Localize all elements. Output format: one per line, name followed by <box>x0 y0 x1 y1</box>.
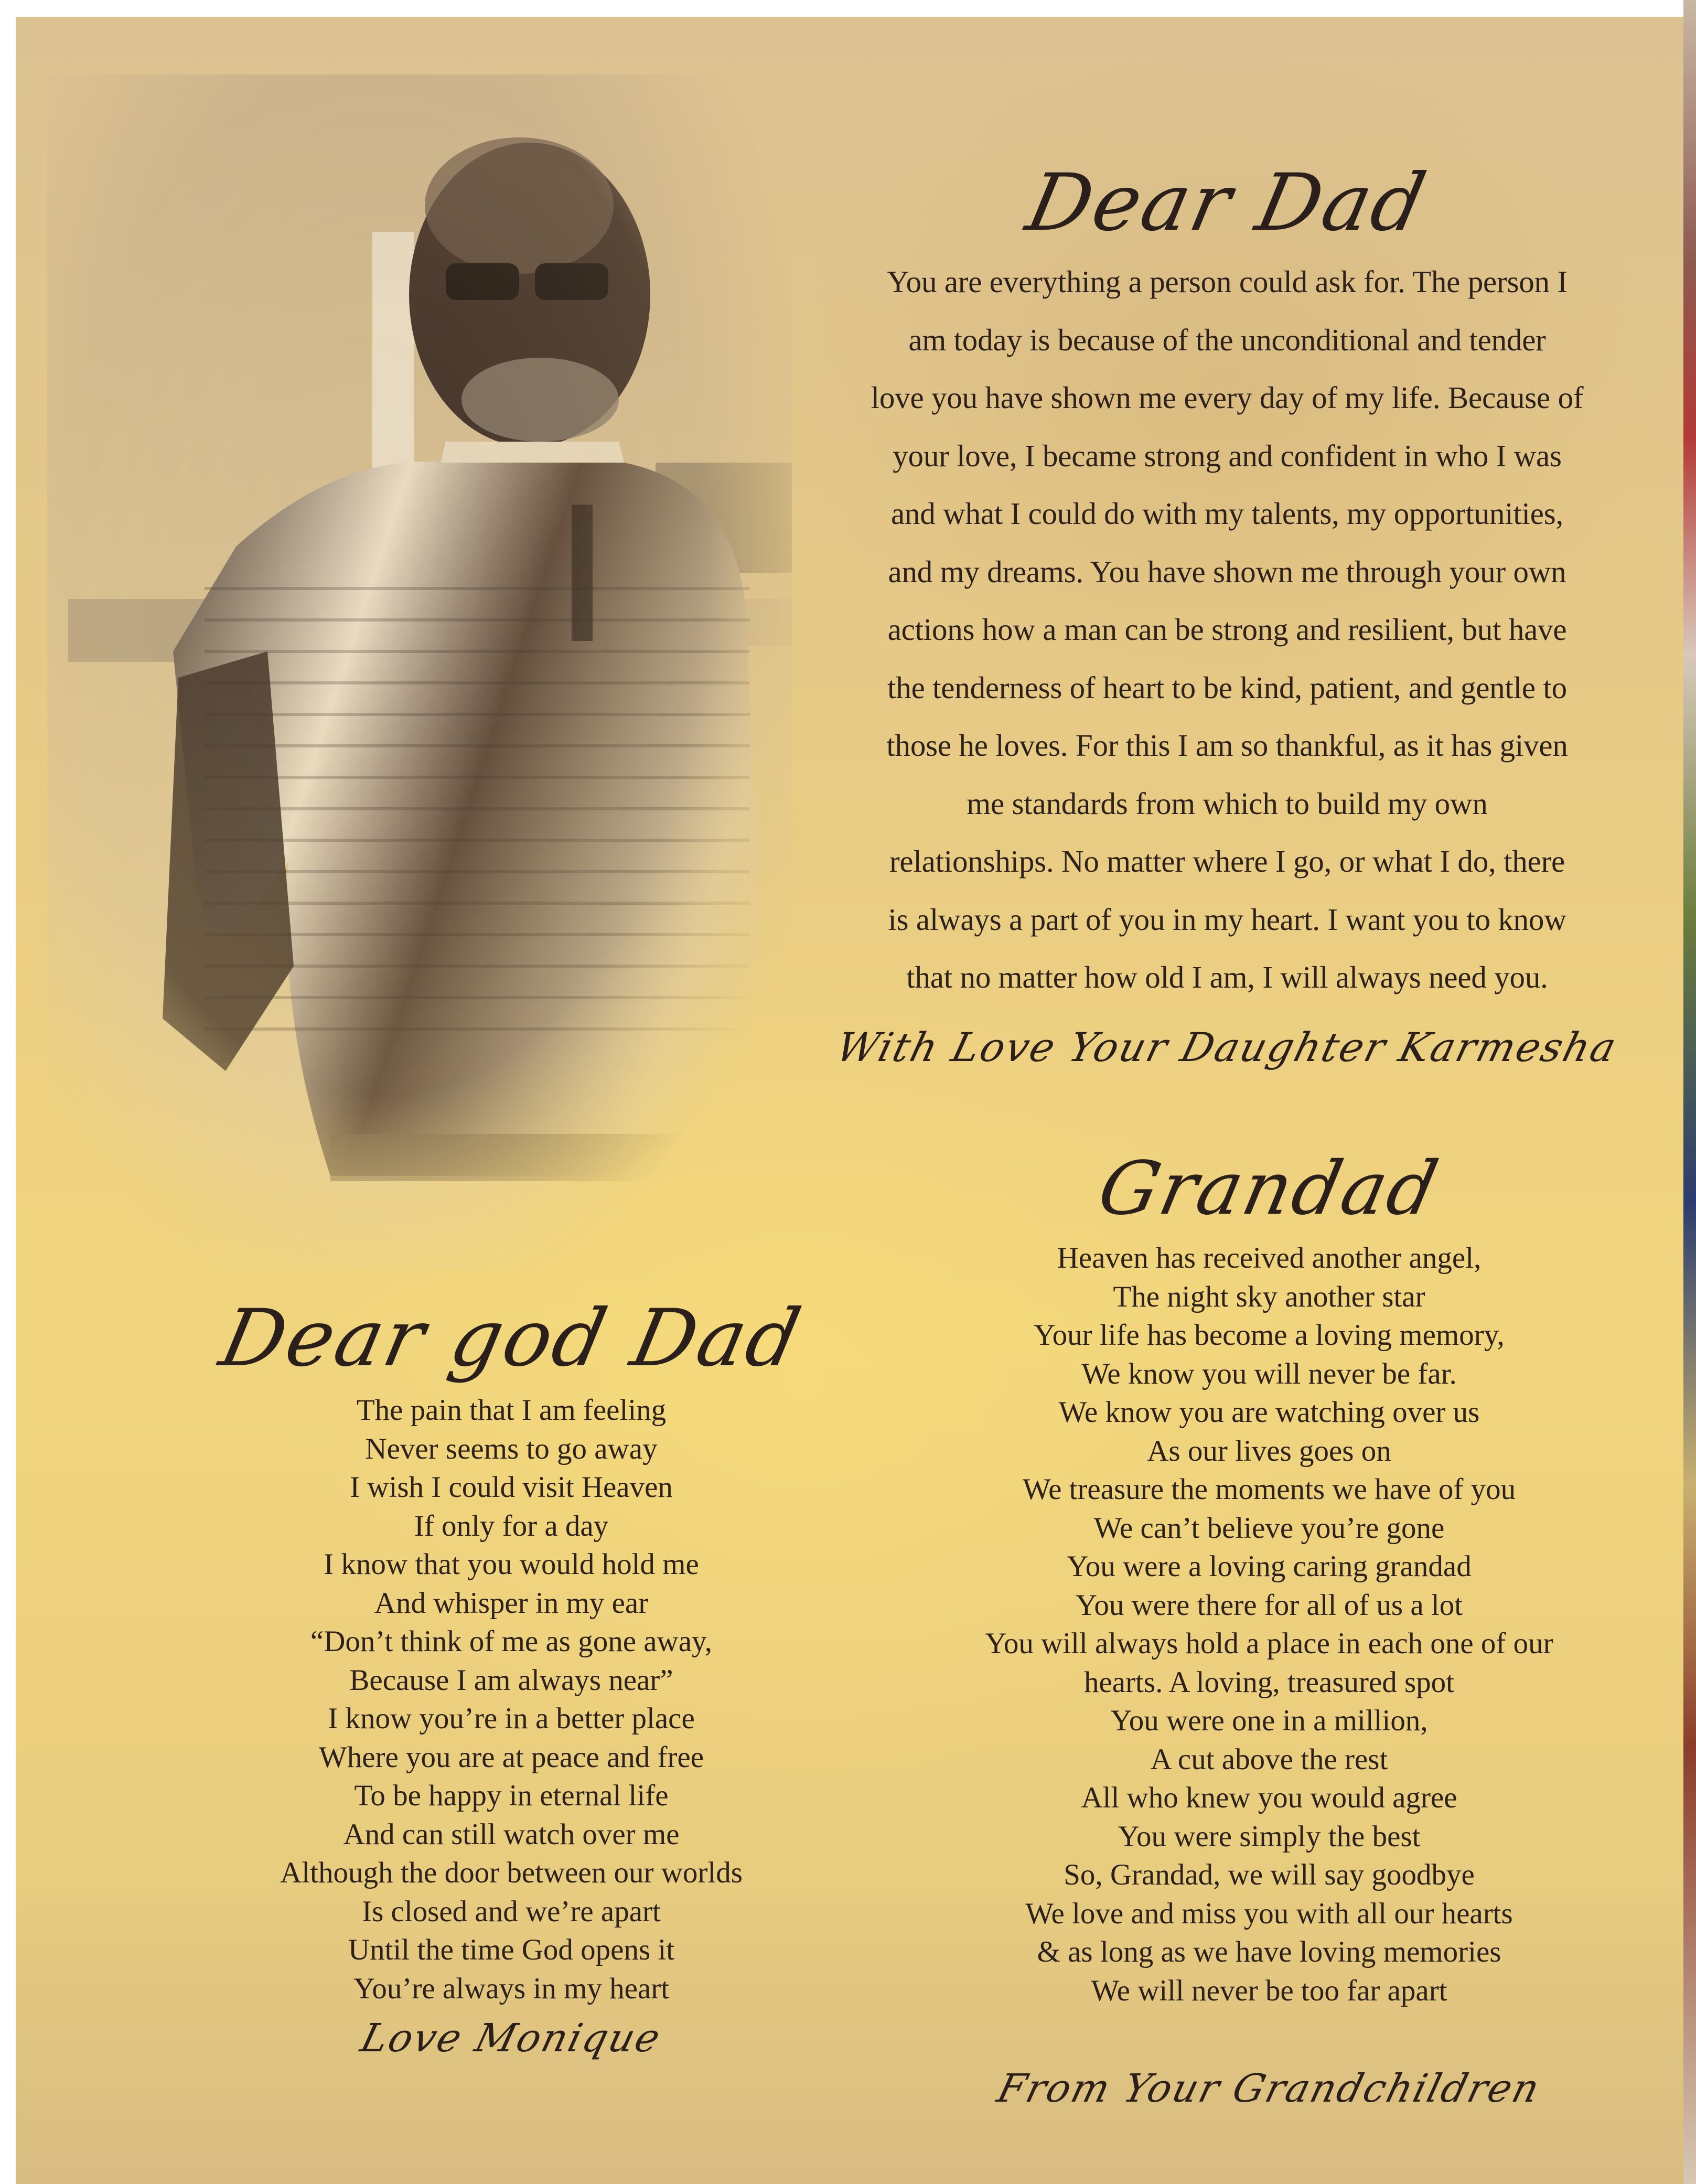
poem-line: If only for a day <box>414 1509 609 1543</box>
message-line: and what I could do with my talents, my opportunities, <box>890 496 1564 531</box>
poem-line: Never seems to go away <box>365 1432 658 1465</box>
message-line: is always a part of you in my heart. I want you to know <box>888 902 1566 937</box>
poem-line: I know you’re in a better place <box>328 1702 695 1735</box>
poem-line: “Don’t think of me as gone away, <box>310 1625 713 1658</box>
portrait-photo <box>47 74 792 1270</box>
dear-dad-signature: With Love Your Daughter Karmesha <box>832 1023 1623 1070</box>
message-line: love you have shown me every day of my life. Because of <box>871 380 1584 415</box>
dear-god-dad-title: Dear god Dad <box>212 1293 810 1384</box>
poem-line: Until the time God opens it <box>348 1933 675 1966</box>
poem-line: We will never be too far apart <box>1091 1974 1447 2007</box>
poem-line: Because I am always near” <box>349 1663 673 1697</box>
poem-line: To be happy in eternal life <box>354 1779 669 1812</box>
message-line: those he loves. For this I am so thankful, as it has given <box>886 728 1568 763</box>
message-line: relationships. No matter where I go, or what I do, there <box>889 844 1565 879</box>
grandad-signature: From Your Grandchildren <box>993 2066 1545 2111</box>
poem-line: Your life has become a loving memory, <box>1034 1319 1505 1352</box>
poem-line: All who knew you would agree <box>1081 1781 1457 1814</box>
poem-line: We know you are watching over us <box>1058 1396 1480 1429</box>
message-line: You are everything a person could ask for. The person I <box>887 264 1568 299</box>
poem-line: So, Grandad, we will say goodbye <box>1064 1858 1475 1891</box>
grandad-section <box>918 1144 1620 2115</box>
poem-line: A cut above the rest <box>1150 1742 1388 1776</box>
poem-line: Where you are at peace and free <box>318 1740 704 1774</box>
poem-line: The night sky another star <box>1113 1280 1425 1313</box>
message-line: actions how a man can be strong and resilient, but have <box>887 612 1567 647</box>
message-line: your love, I became strong and confident in who I was <box>893 438 1562 473</box>
message-line: me standards from which to build my own <box>967 786 1488 821</box>
poem-line: Heaven has received another angel, <box>1057 1241 1482 1275</box>
poem-line: Is closed and we’re apart <box>362 1894 661 1928</box>
poem-line: The pain that I am feeling <box>356 1394 667 1427</box>
poem-line: You were one in a million, <box>1110 1704 1428 1737</box>
message-line: am today is because of the unconditional and tender <box>908 322 1546 357</box>
dear-god-dad-section <box>163 1286 860 2065</box>
adjacent-page-edge <box>1683 0 1696 2184</box>
poem-line: We love and miss you with all our hearts <box>1025 1897 1513 1930</box>
memorial-page <box>16 17 1683 2184</box>
poem-line: We know you will never be far. <box>1081 1357 1457 1390</box>
poem-line: And can still watch over me <box>343 1817 680 1851</box>
poem-line: You’re always in my heart <box>353 1972 670 2005</box>
dear-god-dad-signature: Love Monique <box>356 2016 667 2061</box>
poem-line: I know that you would hold me <box>324 1548 699 1581</box>
poem-line: Although the door between our worlds <box>280 1856 743 1889</box>
grandad-title: Grandad <box>1091 1146 1447 1232</box>
poem-line: I wish I could visit Heaven <box>350 1471 673 1504</box>
dear-dad-section <box>832 153 1623 1074</box>
poem-line: hearts. A loving, treasured spot <box>1083 1665 1455 1699</box>
dear-dad-title: Dear Dad <box>1019 157 1435 249</box>
poem-line: You were simply the best <box>1118 1819 1421 1853</box>
poem-line: As our lives goes on <box>1147 1434 1391 1468</box>
message-line: the tenderness of heart to be kind, patient, and gentle to <box>887 670 1567 705</box>
poem-line: We treasure the moments we have of you <box>1022 1473 1516 1506</box>
grandad-poem <box>918 1239 1620 2010</box>
poem-line: We can’t believe you’re gone <box>1093 1511 1445 1545</box>
poem-line: You will always hold a place in each one of our <box>985 1627 1553 1660</box>
poem-line: & as long as we have loving memories <box>1037 1935 1501 1968</box>
dear-dad-message <box>834 253 1620 1007</box>
dear-god-dad-poem <box>163 1391 860 2008</box>
message-line: and my dreams. You have shown me through your own <box>888 554 1566 589</box>
message-line: that no matter how old I am, I will always need you. <box>906 960 1548 994</box>
poem-line: You were there for all of us a lot <box>1075 1588 1463 1622</box>
poem-line: And whisper in my ear <box>374 1586 649 1620</box>
poem-line: You were a loving caring grandad <box>1067 1550 1472 1583</box>
